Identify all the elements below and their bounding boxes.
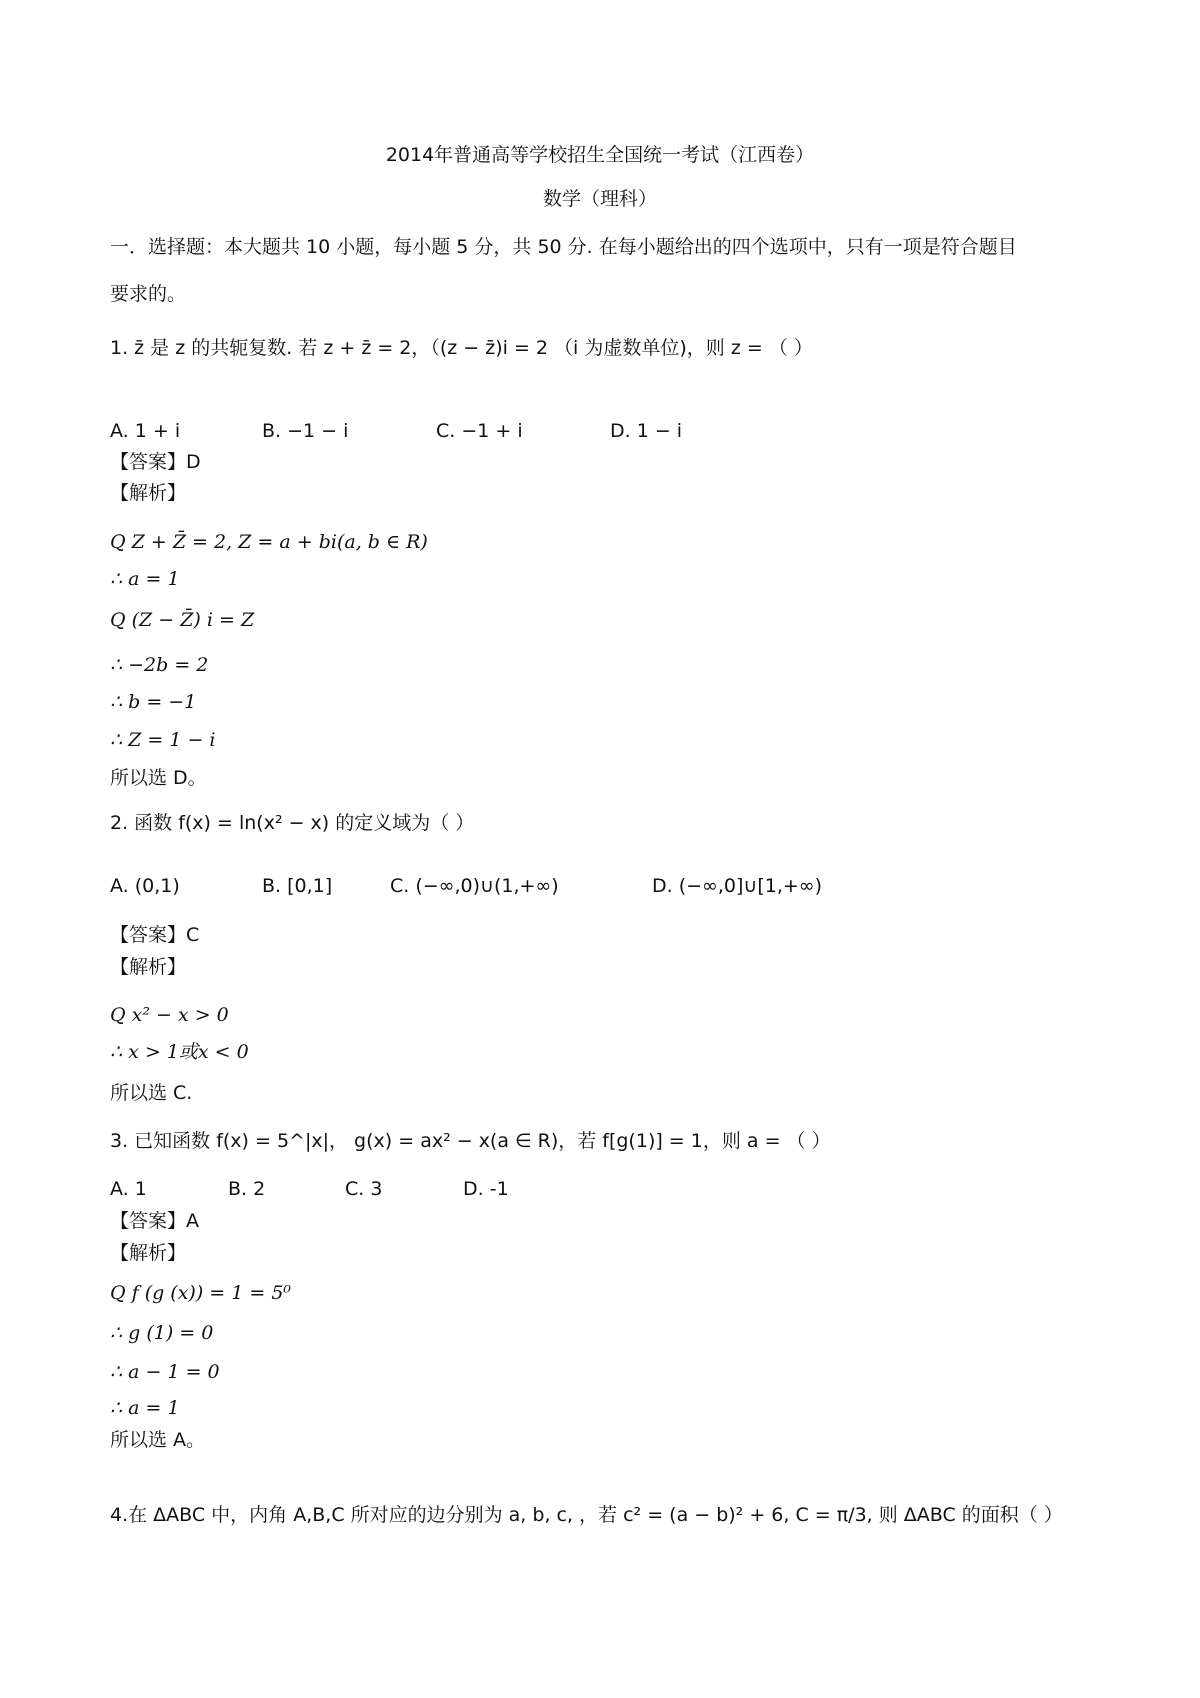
q2-conclusion: 所以选 C. bbox=[110, 1082, 193, 1104]
q3-step-1: Q f (g (x)) = 1 = 5⁰ bbox=[110, 1282, 292, 1304]
q3-analysis-label: 【解析】 bbox=[110, 1242, 187, 1264]
q2-option-d: D. (−∞,0]∪[1,+∞) bbox=[652, 875, 823, 897]
q3-step-2: ∴ g (1) = 0 bbox=[110, 1322, 214, 1344]
q1-step-3: Q (Z − Z̄) i = Z bbox=[110, 609, 255, 631]
q1-stem: 1. z̄ 是 z 的共轭复数. 若 z + z̄ = 2，（(z − z̄)i = 2 （i 为虚数单位)，则 z = （ ） bbox=[110, 337, 813, 359]
q1-analysis-label: 【解析】 bbox=[110, 482, 187, 504]
q3-option-a: A. 1 bbox=[110, 1178, 147, 1200]
q3-step-3: ∴ a − 1 = 0 bbox=[110, 1361, 220, 1383]
q1-step-6: ∴ Z = 1 − i bbox=[110, 729, 216, 751]
q1-conclusion: 所以选 D。 bbox=[110, 767, 207, 789]
q2-analysis-label: 【解析】 bbox=[110, 956, 187, 978]
section-intro-line-2: 要求的。 bbox=[110, 283, 187, 305]
q3-conclusion: 所以选 A。 bbox=[110, 1429, 206, 1451]
exam-title: 2014年普通高等学校招生全国统一考试（江西卷） bbox=[385, 144, 815, 166]
q1-option-a: A. 1 + i bbox=[110, 420, 181, 442]
q1-step-1: Q Z + Z̄ = 2, Z = a + bi(a, b ∈ R) bbox=[110, 531, 428, 553]
section-intro-line-1: 一．选择题：本大题共 10 小题，每小题 5 分，共 50 分. 在每小题给出的四个选项中，只有一项是符合题目 bbox=[110, 236, 1017, 258]
q3-stem: 3. 已知函数 f(x) = 5^|x|， g(x) = ax² − x(a ∈ R)，若 f[g(1)] = 1，则 a = （ ） bbox=[110, 1130, 831, 1152]
q2-option-a: A. (0,1) bbox=[110, 875, 180, 897]
q3-option-d: D. -1 bbox=[463, 1178, 509, 1200]
q1-answer: 【答案】D bbox=[110, 451, 201, 473]
q3-option-b: B. 2 bbox=[228, 1178, 266, 1200]
q2-step-2: ∴ x > 1或x < 0 bbox=[110, 1041, 249, 1063]
q2-step-1: Q x² − x > 0 bbox=[110, 1004, 229, 1026]
q1-step-5: ∴ b = −1 bbox=[110, 691, 197, 713]
q2-option-b: B. [0,1] bbox=[262, 875, 333, 897]
q1-step-4: ∴ −2b = 2 bbox=[110, 654, 209, 676]
q1-option-b: B. −1 − i bbox=[262, 420, 349, 442]
q1-option-d: D. 1 − i bbox=[610, 420, 683, 442]
q2-option-c: C. (−∞,0)∪(1,+∞) bbox=[390, 875, 559, 897]
q2-answer: 【答案】C bbox=[110, 924, 200, 946]
q3-answer: 【答案】A bbox=[110, 1210, 199, 1232]
exam-subtitle: 数学（理科） bbox=[542, 188, 657, 210]
q3-option-c: C. 3 bbox=[345, 1178, 383, 1200]
q2-stem: 2. 函数 f(x) = ln(x² − x) 的定义域为（ ） bbox=[110, 812, 475, 834]
q1-step-2: ∴ a = 1 bbox=[110, 568, 180, 590]
q4-stem: 4.在 ΔABC 中，内角 A,B,C 所对应的边分别为 a, b, c, ，若 c² = (a − b)² + 6, C = π/3, 则 ΔABC 的面积（ ） bbox=[110, 1504, 1063, 1526]
q3-step-4: ∴ a = 1 bbox=[110, 1397, 180, 1419]
q1-option-c: C. −1 + i bbox=[436, 420, 523, 442]
